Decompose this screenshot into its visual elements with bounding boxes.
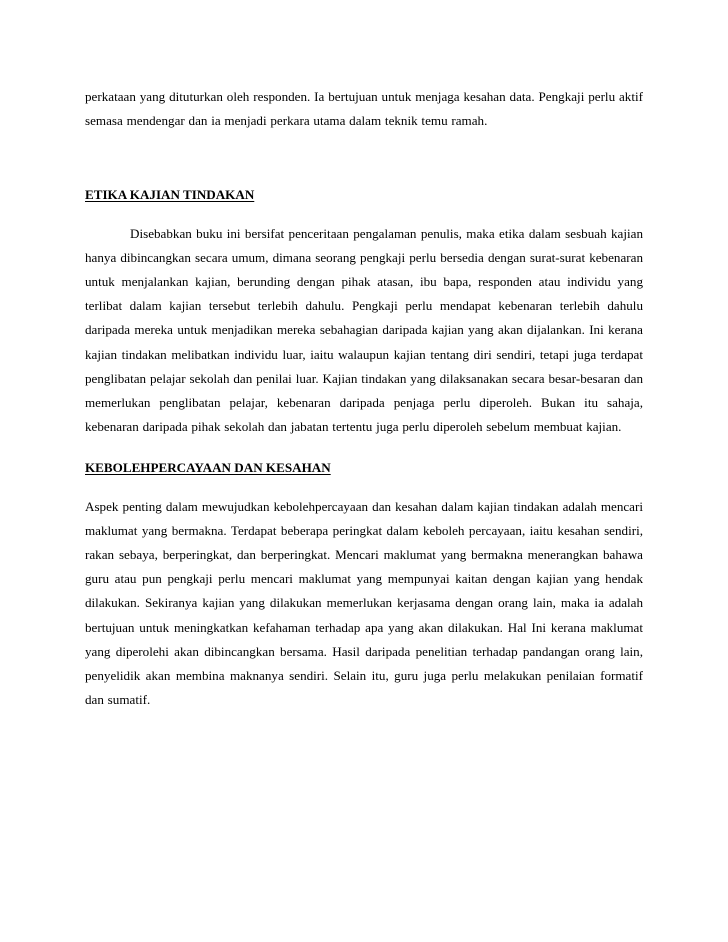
section-heading-etika: ETIKA KAJIAN TINDAKAN (85, 187, 255, 203)
document-page (85, 85, 643, 712)
spacer (85, 439, 643, 456)
spacer (85, 133, 643, 183)
section-heading-kebolehpercayaan: KEBOLEHPERCAYAAN DAN KESAHAN (85, 460, 331, 476)
spacer (85, 481, 643, 495)
paragraph-intro: perkataan yang dituturkan oleh responden. Ia bertujuan untuk menjaga kesahan data. Pengkaji perlu aktif semasa mendengar dan ia menjadi perkara utama dalam teknik temu ramah. (85, 89, 643, 129)
spacer (85, 208, 643, 222)
paragraph-kebolehpercayaan: Aspek penting dalam mewujudkan kebolehpercayaan dan kesahan dalam kajian tindakan adalah mencari maklumat yang bermakna. Terdapat beberapa peringkat dalam keboleh percayaan, iaitu kesahan sendiri, rakan sebaya, berperingkat, dan berperingkat. Mencari maklumat yang bermakna menerangkan bahawa guru atau pun pengkaji perlu mencari maklumat yang mempunyai kaitan dengan kajian yang hendak dilakukan. Sekiranya kajian yang dilakukan memerlukan kerjasama dengan orang lain, maka ia adalah bertujuan untuk meningkatkan kefahaman terhadap apa yang akan dilakukan. Hal Ini kerana maklumat yang diperolehi akan dibincangkan bersama. Hasil daripada penelitian terhadap pandangan orang lain, penyelidik akan membina maknanya sendiri. Selain itu, guru juga perlu melakukan penilaian formatif dan sumatif. (85, 498, 643, 708)
paragraph-etika: Disebabkan buku ini bersifat penceritaan pengalaman penulis, maka etika dalam sesbuah kajian hanya dibincangkan secara umum, dimana seorang pengkaji perlu bersedia dengan surat-surat kebenaran untuk menjalankan kajian, berunding dengan pihak atasan, ibu bapa, responden atau individu yang terlibat dalam kajian tersebut terlebih dahulu. Pengkaji perlu mendapat kebenaran terlebih dahulu daripada mereka untuk menjadikan mereka sebahagian daripada kajian yang akan dijalankan. Ini kerana kajian tindakan melibatkan individu luar, iaitu walaupun kajian tentang diri sendiri, tetapi juga terdapat penglibatan pelajar sekolah dan penilai luar. Kajian tindakan yang dilaksanakan secara besar-besaran dan memerlukan penglibatan pelajar, kebenaran daripada penjaga perlu diperoleh. Bukan itu sahaja, kebenaran daripada pihak sekolah dan jabatan tertentu juga perlu diperoleh sebelum membuat kajian. (85, 225, 643, 435)
